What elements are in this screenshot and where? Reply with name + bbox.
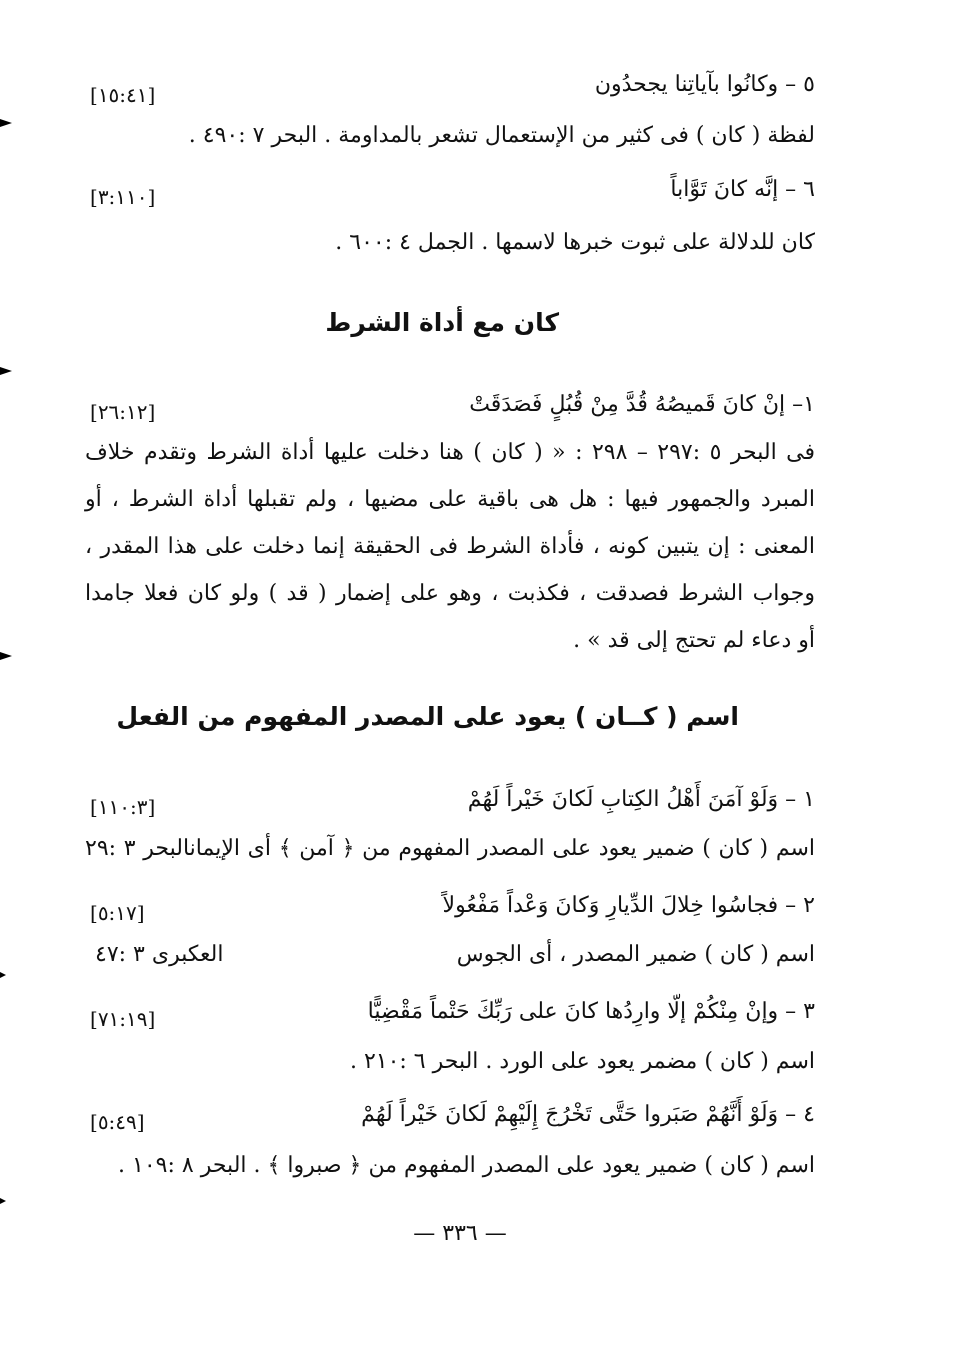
commentary-line: لفظة ( كان ) فى كثير من الإستعمال تشعر بالمداومة . البحر ٧ :٤٩٠ . [188, 123, 815, 148]
margin-marker [0, 367, 12, 375]
paragraph-line: المبرد والجمهور فيها : هل هى باقية على مضيها ، ولم تقبلها أداة الشرط ، أو [85, 487, 815, 512]
paragraph-line: فى البحر ٥ :٢٩٧ – ٢٩٨ : « ( كان ) هنا دخلت عليها أداة الشرط وتقدم خلاف [85, 440, 815, 465]
verse-reference: [٥:١٧] [90, 901, 145, 925]
source-reference: العكبرى ٣ :٤٧ [95, 942, 224, 967]
commentary-line: اسم ( كان ) ضمير يعود على المصدر المفهوم من ﴿ صبروا ﴾ . البحر ٨ :١٠٩ . [118, 1153, 815, 1178]
commentary-line: اسم ( كان ) مضمر يعود على الورد . البحر ٦ :٢١٠ . [349, 1049, 815, 1074]
margin-marker [0, 1198, 6, 1204]
verse-line: ٥ – وكانُوا بآياتِنا يجحدُون [594, 72, 815, 97]
verse-line: ٦ – إنَّه كانَ تَوَّاباً [670, 177, 815, 202]
section-heading: كان مع أداة الشرط [325, 308, 559, 337]
verse-reference: [٣:١١٠] [90, 185, 156, 209]
paragraph-line: وجواب الشرط فصدقت ، فكذبت ، وهو على إضمار ( قد ) ولو كان فعلا جامدا [85, 581, 815, 606]
margin-marker [0, 972, 6, 978]
verse-line: ٣ – وإنْ مِنْكُمْ إلّا وارِدُها كانَ على رَبِّكَ حَتْماً مَقْضِيًّا [367, 999, 815, 1024]
verse-reference: [٥:٤٩] [90, 1110, 145, 1134]
page-number: — ٣٣٦ — [413, 1221, 507, 1246]
paragraph-line: أو دعاء لم تحتج إلى قد » . [573, 628, 815, 653]
margin-marker [0, 119, 12, 127]
commentary-line: كان للدلالة على ثبوت خبرها لاسمها . الجمل ٤ :٦٠٠ . [335, 230, 815, 255]
margin-marker [0, 652, 12, 660]
verse-reference: [١٥:٤١] [90, 83, 156, 107]
verse-line: ٢ – فجاسُوا خِلالَ الدِّيارِ وَكانَ وَعْداً مَفْعُولاً [442, 893, 815, 918]
verse-line: ٤ – وَلَوْ أَنَّهُمْ صَبَروا حَتَّى تَخْرُجَ إِلَيْهِمْ لَكانَ خَيْراً لَهُمْ [361, 1102, 815, 1127]
commentary-line: اسم ( كان ) ضمير يعود على المصدر المفهوم من ﴿ آمن ﴾ أى الإيمانالبحر ٣ :٢٩ [85, 836, 816, 861]
verse-reference: [٧١:١٩] [90, 1007, 156, 1031]
verse-reference: [٢٦:١٢] [90, 400, 156, 424]
verse-line: ١ – وَلَوْ آمَنَ أَهْلُ الكِتابِ لَكانَ خَيْراً لَهُمْ [467, 787, 815, 812]
paragraph-line: المعنى : إن يتبين كونه ، فأداة الشرط فى الحقيقة إنما دخلت على هذا المقدر ، [85, 534, 815, 559]
verse-reference: [١١٠:٣] [90, 795, 156, 819]
section-heading: اسم ( كــان ) يعود على المصدر المفهوم من الفعل [116, 702, 739, 731]
verse-line: ١– إنْ كانَ قَميصُهُ قُدَّ مِنْ قُبُلٍ فَصَدَقَتْ [469, 392, 815, 417]
commentary-line: اسم ( كان ) ضمير المصدر ، أى الجوس [456, 942, 815, 967]
